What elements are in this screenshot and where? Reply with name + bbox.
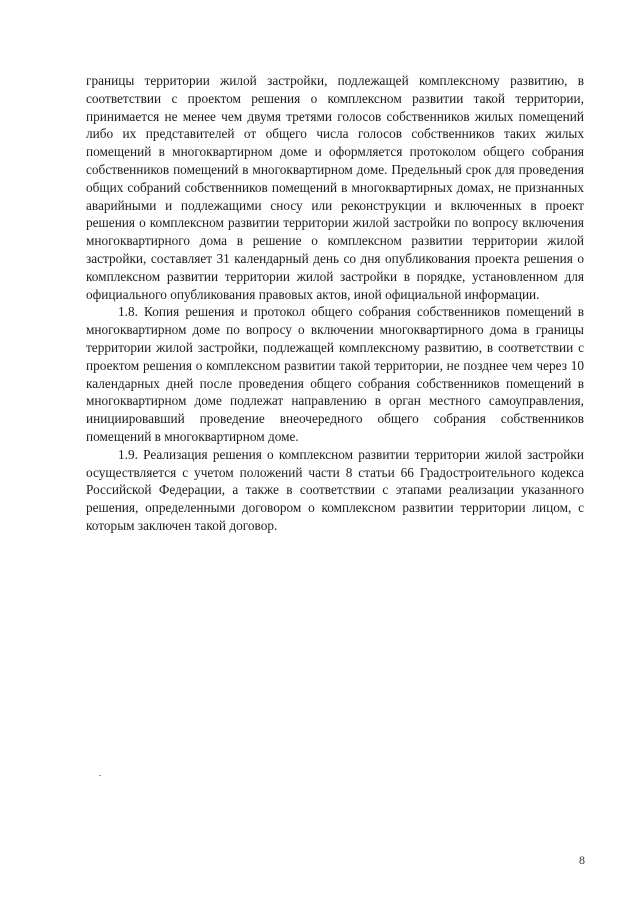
paragraph-1-8: 1.8. Копия решения и протокол общего собрания собственников помещений в многоквартирном доме по вопросу о включении многоквартирного дома в границы территории жилой застройки, подлежащей комплексному развитию, в соответствии с проектом решения о комплексном развитии такой территории, не позднее чем через 10 календарных дней после проведения общего собрания собственников помещений в многоквартирном доме подлежат направлению в орган местного самоуправления, инициировавший проведение внеочередного общего собрания собственников помещений в многоквартирном доме. [86,304,584,444]
paragraph-continuation: границы территории жилой застройки, подлежащей комплексному развитию, в соответствии с проектом решения о комплексном развитии такой территории, принимается не менее чем двумя третями голосов собственников жилых помещений либо их представителей от общего числа голосов собственников таких жилых помещений в многоквартирном доме и оформляется протоколом общего собрания собственников помещений в многоквартирном доме. Предельный срок для проведения общих собраний собственников помещений в многоквартирных домах, не признанных аварийными и подлежащими сносу или реконструкции и включенных в проект решения о комплексном развитии территории жилой застройки по вопросу включения многоквартирного дома в решение о комплексном развитии территории жилой застройки, составляет 31 календарный день со дня опубликования проекта решения о комплексном развитии территории жилой застройки в порядке, установленном для официального опубликования правовых актов, иной официальной информации. [86,73,584,302]
document-body [86,72,584,535]
paragraph-1-9: 1.9. Реализация решения о комплексном развитии территории жилой застройки осуществляется с учетом положений части 8 статьи 66 Градостроительного кодекса Российской Федерации, а также в соответствии с этапами реализации указанного решения, определенными договором о комплексном развитии территории лицом, с которым заключен такой договор. [86,446,584,533]
scan-speck [99,775,101,776]
page-number: 8 [579,853,585,867]
